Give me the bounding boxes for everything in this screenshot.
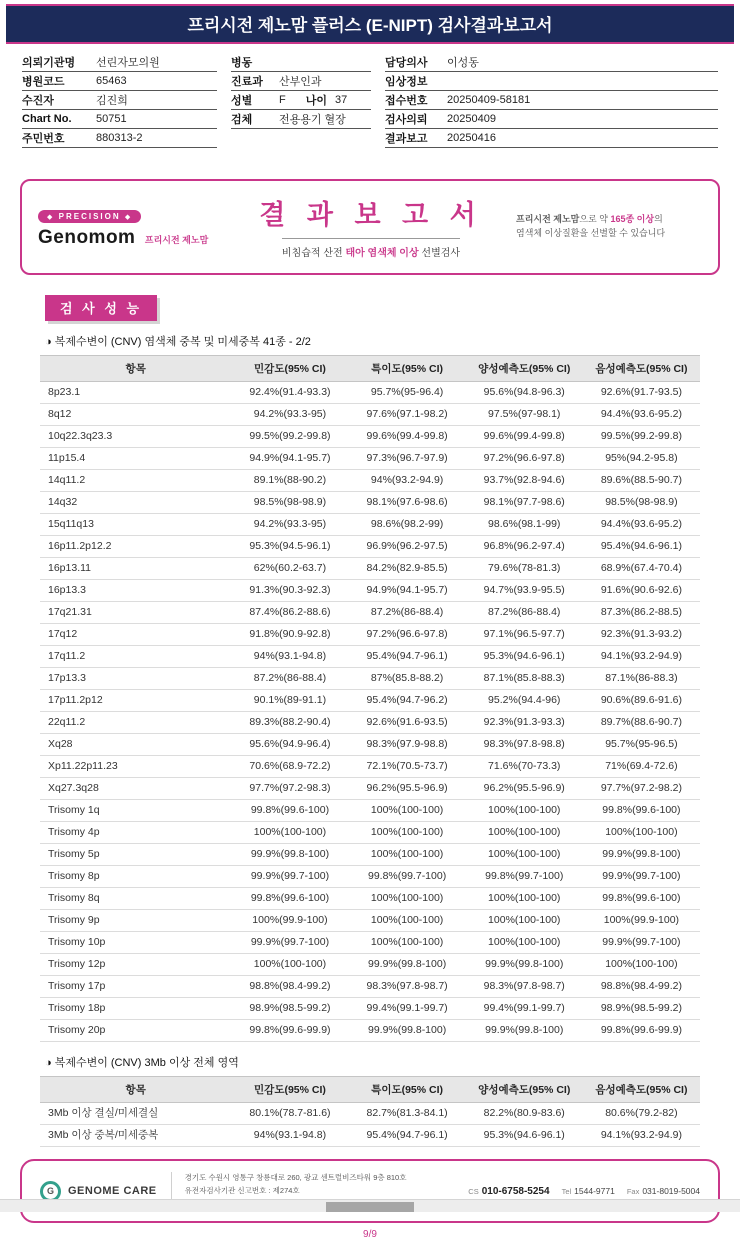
brand-name-kr: 프리시전 제노맘 <box>144 234 209 245</box>
table-cell: 99.8%(99.6-100) <box>231 888 348 910</box>
table-cell: 99.9%(99.7-100) <box>583 866 700 888</box>
table-cell: 95.7%(95-96.4) <box>349 382 466 404</box>
table-cell: 96.2%(95.5-96.9) <box>349 778 466 800</box>
table-cell: 95.3%(94.5-96.1) <box>231 536 348 558</box>
table-cell: Trisomy 9p <box>40 910 231 932</box>
patient-field-row <box>22 72 217 91</box>
table-cell: 99.4%(99.1-99.7) <box>349 998 466 1020</box>
field-label: 임상정보 <box>385 76 428 88</box>
table-cell: 71.6%(70-73.3) <box>466 756 583 778</box>
table-cell: 3Mb 이상 중복/미세중복 <box>40 1125 231 1147</box>
table-row <box>40 514 700 536</box>
table-row <box>40 866 700 888</box>
patient-col-middle <box>231 53 371 148</box>
table-row <box>40 712 700 734</box>
table-cell: 99.9%(99.8-100) <box>349 954 466 976</box>
table-cell: 71%(69.4-72.6) <box>583 756 700 778</box>
table-cell: 95.4%(94.7-96.1) <box>349 646 466 668</box>
table-cell: 8p23.1 <box>40 382 231 404</box>
table-row <box>40 998 700 1020</box>
precision-label: PRECISION <box>58 211 121 221</box>
patient-field-row <box>385 110 718 129</box>
table-cell: 94.4%(93.6-95.2) <box>583 514 700 536</box>
field-label: Chart No. <box>22 113 72 125</box>
patient-field-row <box>22 53 217 72</box>
brand-line <box>38 227 226 249</box>
column-header: 민감도(95% CI) <box>231 1077 348 1103</box>
table-cell: Xq27.3q28 <box>40 778 231 800</box>
table-cell: 98.9%(98.5-99.2) <box>583 998 700 1020</box>
table-cell: 99.5%(99.2-99.8) <box>583 426 700 448</box>
company-address: 경기도 수원시 영통구 창룡대로 260, 광교 센트럴비즈타워 9층 810호 <box>184 1172 407 1182</box>
table-cell: 94.2%(93.3-95) <box>231 404 348 426</box>
cnv-duplication-performance-table <box>40 355 700 1042</box>
table-row <box>40 1020 700 1042</box>
table-cell: 99.8%(99.6-100) <box>583 888 700 910</box>
table-cell: 17q11.2 <box>40 646 231 668</box>
table-cell: 100%(100-100) <box>466 800 583 822</box>
table-row <box>40 822 700 844</box>
field-value: 20250409 <box>447 113 496 125</box>
table-cell: 95%(94.2-95.8) <box>583 448 700 470</box>
table-cell: 99.8%(99.6-100) <box>231 800 348 822</box>
table-cell: 99.9%(99.7-100) <box>231 932 348 954</box>
report-title-bar <box>6 4 734 44</box>
table-row <box>40 492 700 514</box>
table-row <box>40 976 700 998</box>
table-cell: 11p15.4 <box>40 448 231 470</box>
table-cell: 99.9%(99.8-100) <box>466 1020 583 1042</box>
field-label: 병원코드 <box>22 76 65 88</box>
subtitle-highlight: 태아 염색체 이상 <box>345 248 419 259</box>
table-cell: 3Mb 이상 결실/미세결실 <box>40 1103 231 1125</box>
table-row <box>40 426 700 448</box>
table-cell: 99.8%(99.7-100) <box>466 866 583 888</box>
result-report-header-box <box>20 179 720 275</box>
table-cell: 87.2%(86-88.4) <box>466 602 583 624</box>
table-cell: 94%(93.2-94.9) <box>349 470 466 492</box>
patient-col-right <box>385 53 718 148</box>
table-cell: 95.2%(94.4-96) <box>466 690 583 712</box>
table-cell: 80.1%(78.7-81.6) <box>231 1103 348 1125</box>
table-cell: 92.4%(91.4-93.3) <box>231 382 348 404</box>
patient-field-row <box>231 91 371 110</box>
table-row <box>40 602 700 624</box>
patient-field-row <box>385 53 718 72</box>
table-cell: 8q12 <box>40 404 231 426</box>
table-cell: 100%(100-100) <box>583 822 700 844</box>
field-value: 전용용기 혈장 <box>279 114 346 126</box>
patient-field-row <box>231 72 371 91</box>
field-label: 주민번호 <box>22 133 65 145</box>
table-row <box>40 558 700 580</box>
report-page <box>0 4 740 1240</box>
table-cell: 94.7%(93.9-95.5) <box>466 580 583 602</box>
note-post: 의 <box>654 214 663 225</box>
genomecare-logo-text: GENOME CARE <box>68 1185 157 1197</box>
table-cell: 14q11.2 <box>40 470 231 492</box>
table-cell: Trisomy 17p <box>40 976 231 998</box>
table-cell: 100%(100-100) <box>466 910 583 932</box>
field-label: 검사의뢰 <box>385 114 428 126</box>
table-cell: 95.4%(94.6-96.1) <box>583 536 700 558</box>
table-cell: 98.5%(98-98.9) <box>583 492 700 514</box>
table-cell: 97.1%(96.5-97.7) <box>466 624 583 646</box>
table-cell: 90.6%(89.6-91.6) <box>583 690 700 712</box>
table-cell: 16p11.2p12.2 <box>40 536 231 558</box>
patient-field-row <box>22 110 217 129</box>
table-cell: 62%(60.2-63.7) <box>231 558 348 580</box>
table-cell: Trisomy 1q <box>40 800 231 822</box>
report-doc-title-block <box>234 193 508 261</box>
patient-field-row <box>22 129 217 148</box>
table-cell: 100%(100-100) <box>349 844 466 866</box>
patient-field-row <box>231 110 371 129</box>
table-cell: 100%(100-100) <box>349 910 466 932</box>
table-row <box>40 536 700 558</box>
table-cell: 98.3%(97.8-98.8) <box>466 734 583 756</box>
table-cell: 95.6%(94.9-96.4) <box>231 734 348 756</box>
table-cell: 97.6%(97.1-98.2) <box>349 404 466 426</box>
table-cell: 89.7%(88.6-90.7) <box>583 712 700 734</box>
table-cell: Trisomy 4p <box>40 822 231 844</box>
table-cell: 94.9%(94.1-95.7) <box>231 448 348 470</box>
table-cell: 94.4%(93.6-95.2) <box>583 404 700 426</box>
table-cell: 100%(100-100) <box>466 888 583 910</box>
field-label: 나이 <box>305 95 327 107</box>
field-value: 50751 <box>96 113 127 125</box>
table-cell: 100%(99.9-100) <box>583 910 700 932</box>
table-cell: 96.2%(95.5-96.9) <box>466 778 583 800</box>
table-cell: 100%(100-100) <box>466 844 583 866</box>
table-cell: 99.9%(99.8-100) <box>349 1020 466 1042</box>
field-value: 20250416 <box>447 132 496 144</box>
table-cell: 87.4%(86.2-88.6) <box>231 602 348 624</box>
screening-note <box>516 213 702 241</box>
table-cell: 92.3%(91.3-93.2) <box>583 624 700 646</box>
company-footer <box>20 1159 720 1223</box>
table-cell: 97.5%(97-98.1) <box>466 404 583 426</box>
patient-field-row <box>22 91 217 110</box>
table-cell: Trisomy 12p <box>40 954 231 976</box>
tel-label: Tel <box>561 1186 572 1196</box>
genomecare-mark-icon: G <box>40 1181 61 1202</box>
table-cell: 97.2%(96.6-97.8) <box>466 448 583 470</box>
patient-field-row <box>385 91 718 110</box>
cs-contact <box>468 1186 549 1197</box>
table-cell: 99.6%(99.4-99.8) <box>466 426 583 448</box>
table-row <box>40 778 700 800</box>
table-cell: 98.6%(98.1-99) <box>466 514 583 536</box>
table-row <box>40 646 700 668</box>
doc-subtitle <box>282 238 460 259</box>
table-cell: 70.6%(68.9-72.2) <box>231 756 348 778</box>
table-cell: Trisomy 8q <box>40 888 231 910</box>
table-cell: 94.1%(93.2-94.9) <box>583 1125 700 1147</box>
table-cell: 87.3%(86.2-88.5) <box>583 602 700 624</box>
table-cell: 72.1%(70.5-73.7) <box>349 756 466 778</box>
table-row <box>40 954 700 976</box>
column-header: 음성예측도(95% CI) <box>583 1077 700 1103</box>
field-value: 산부인과 <box>279 76 322 88</box>
table-cell: 97.2%(96.6-97.8) <box>349 624 466 646</box>
table-row <box>40 1125 700 1147</box>
field-label: 병동 <box>231 57 253 69</box>
table-cell: 95.7%(95-96.5) <box>583 734 700 756</box>
column-header: 민감도(95% CI) <box>231 356 348 382</box>
column-header: 음성예측도(95% CI) <box>583 356 700 382</box>
table-row <box>40 690 700 712</box>
table-cell: 100%(99.9-100) <box>231 910 348 932</box>
table-cell: 98.6%(98.2-99) <box>349 514 466 536</box>
table-row <box>40 624 700 646</box>
table-cell: 94%(93.1-94.8) <box>231 1125 348 1147</box>
table-cell: 14q32 <box>40 492 231 514</box>
table-cell: 79.6%(78-81.3) <box>466 558 583 580</box>
diamond-icon: ◆ <box>47 213 55 221</box>
subtitle-pre: 비침습적 산전 <box>281 248 346 259</box>
field-value: 65463 <box>96 75 127 87</box>
table-row <box>40 734 700 756</box>
table-cell: 98.1%(97.6-98.6) <box>349 492 466 514</box>
table-cell: 82.2%(80.9-83.6) <box>466 1103 583 1125</box>
field-value: F <box>279 94 286 106</box>
table-cell: 100%(100-100) <box>231 954 348 976</box>
doc-title: 결 과 보 고 서 <box>259 200 483 230</box>
table-row <box>40 888 700 910</box>
note-highlight: 165종 이상 <box>610 214 655 225</box>
table-cell: 100%(100-100) <box>349 888 466 910</box>
table-cell: Trisomy 8p <box>40 866 231 888</box>
field-label: 진료과 <box>231 76 263 88</box>
column-header: 특이도(95% CI) <box>349 1077 466 1103</box>
table-cell: 87.2%(86-88.4) <box>349 602 466 624</box>
note-brand: 프리시전 제노맘 <box>516 214 580 225</box>
field-value: 이성동 <box>447 57 479 69</box>
field-label: 검체 <box>231 114 253 126</box>
tel-contact <box>562 1186 615 1196</box>
page-number: 9/9 <box>363 1229 377 1240</box>
table-cell: 10q22.3q23.3 <box>40 426 231 448</box>
table-cell: 99.6%(99.4-99.8) <box>349 426 466 448</box>
table-cell: 87.1%(85.8-88.3) <box>466 668 583 690</box>
table-cell: 98.3%(97.8-98.7) <box>466 976 583 998</box>
table-cell: 100%(100-100) <box>466 932 583 954</box>
patient-col-left <box>22 53 217 148</box>
table-cell: 95.3%(94.6-96.1) <box>466 1125 583 1147</box>
table-cell: 92.3%(91.3-93.3) <box>466 712 583 734</box>
table-cell: 99.9%(99.8-100) <box>583 844 700 866</box>
table-cell: 91.6%(90.6-92.6) <box>583 580 700 602</box>
table-cell: 98.1%(97.7-98.6) <box>466 492 583 514</box>
field-label: 성별 <box>231 95 253 107</box>
table-row <box>40 668 700 690</box>
table-cell: 95.4%(94.7-96.2) <box>349 690 466 712</box>
table-cell: 98.9%(98.5-99.2) <box>231 998 348 1020</box>
table-cell: 98.8%(98.4-99.2) <box>583 976 700 998</box>
table-row <box>40 844 700 866</box>
fax-number: 031-8019-5004 <box>642 1185 700 1196</box>
table-cell: 99.5%(99.2-99.8) <box>231 426 348 448</box>
genomom-logo <box>38 206 226 249</box>
table-cell: 99.4%(99.1-99.7) <box>466 998 583 1020</box>
table-cell: Trisomy 10p <box>40 932 231 954</box>
table-cell: 99.9%(99.7-100) <box>583 932 700 954</box>
table-cell: 17q21.31 <box>40 602 231 624</box>
table-row <box>40 756 700 778</box>
patient-field-row <box>385 129 718 148</box>
table-cell: 100%(100-100) <box>349 822 466 844</box>
table-cell: Xq28 <box>40 734 231 756</box>
note-mid: 으로 약 <box>579 214 611 225</box>
fax-label: Fax <box>626 1186 640 1196</box>
table-cell: 99.8%(99.6-99.9) <box>231 1020 348 1042</box>
table-cell: 97.7%(97.2-98.2) <box>583 778 700 800</box>
field-value: 선린자모의원 <box>96 57 160 69</box>
field-label: 의뢰기관명 <box>22 57 76 69</box>
table-cell: 96.9%(96.2-97.5) <box>349 536 466 558</box>
table-cell: 94.2%(93.3-95) <box>231 514 348 536</box>
column-header: 양성예측도(95% CI) <box>466 356 583 382</box>
table-cell: 89.6%(88.5-90.7) <box>583 470 700 492</box>
column-header: 항목 <box>40 1077 231 1103</box>
section-title-test-performance: 검 사 성 능 <box>45 295 157 321</box>
table-cell: 91.8%(90.9-92.8) <box>231 624 348 646</box>
table-cell: 94%(93.1-94.8) <box>231 646 348 668</box>
table-cell: 22q11.2 <box>40 712 231 734</box>
table-cell: 99.9%(99.8-100) <box>466 954 583 976</box>
cs-number: 010-6758-5254 <box>481 1185 550 1197</box>
field-value: 20250409-58181 <box>447 94 531 106</box>
table-cell: 100%(100-100) <box>349 800 466 822</box>
table-cell: 15q11q13 <box>40 514 231 536</box>
table-cell: 94.1%(93.2-94.9) <box>583 646 700 668</box>
table-cell: 87.1%(86-88.3) <box>583 668 700 690</box>
field-value: 김진희 <box>96 95 128 107</box>
table-cell: 97.7%(97.2-98.3) <box>231 778 348 800</box>
table-row <box>40 382 700 404</box>
table-cell: 89.1%(88-90.2) <box>231 470 348 492</box>
field-label: 수진자 <box>22 95 54 107</box>
patient-field-row <box>385 72 718 91</box>
column-header: 특이도(95% CI) <box>349 356 466 382</box>
table-cell: 80.6%(79.2-82) <box>583 1103 700 1125</box>
table-cell: 98.8%(98.4-99.2) <box>231 976 348 998</box>
table-row <box>40 932 700 954</box>
patient-field-row <box>231 53 371 72</box>
table-cell: 100%(100-100) <box>466 822 583 844</box>
field-label: 담당의사 <box>385 57 428 69</box>
tel-number: 1544-9771 <box>574 1185 615 1196</box>
table-header-row <box>40 356 700 382</box>
table-cell: 100%(100-100) <box>231 822 348 844</box>
table-cell: 87.2%(86-88.4) <box>231 668 348 690</box>
field-label: 결과보고 <box>385 133 428 145</box>
cnv-3mb-performance-table <box>40 1076 700 1147</box>
field-value: 880313-2 <box>96 132 143 144</box>
column-header: 항목 <box>40 356 231 382</box>
table-cell: 100%(100-100) <box>349 932 466 954</box>
cs-label: CS <box>468 1186 479 1196</box>
table2-caption: ◑ 복제수변이 (CNV) 3Mb 이상 전체 영역 <box>45 1057 239 1069</box>
subtitle-post: 선별검사 <box>418 248 461 259</box>
table-cell: 95.3%(94.6-96.1) <box>466 646 583 668</box>
table-cell: 92.6%(91.7-93.5) <box>583 382 700 404</box>
table-cell: 17q12 <box>40 624 231 646</box>
table-cell: 100%(100-100) <box>583 954 700 976</box>
column-header: 양성예측도(95% CI) <box>466 1077 583 1103</box>
table-cell: 99.8%(99.7-100) <box>349 866 466 888</box>
table-cell: 98.5%(98-98.9) <box>231 492 348 514</box>
report-title: 프리시전 제노맘 플러스 (E-NIPT) 검사결과보고서 <box>187 16 553 35</box>
brand-name: Genomom <box>38 226 136 248</box>
note-line2: 염색체 이상질환을 선별할 수 있습니다 <box>516 228 666 238</box>
table-row <box>40 1103 700 1125</box>
field-value: 37 <box>335 94 348 106</box>
table-cell: 99.9%(99.7-100) <box>231 866 348 888</box>
table-cell: 92.6%(91.6-93.5) <box>349 712 466 734</box>
table-cell: Trisomy 5p <box>40 844 231 866</box>
table-cell: 90.1%(89-91.1) <box>231 690 348 712</box>
table-cell: 68.9%(67.4-70.4) <box>583 558 700 580</box>
table-cell: 89.3%(88.2-90.4) <box>231 712 348 734</box>
table1-caption: ◑ 복제수변이 (CNV) 염색체 중복 및 미세중복 41종 - 2/2 <box>45 336 311 348</box>
table-cell: 99.8%(99.6-100) <box>583 800 700 822</box>
contact-info <box>468 1186 700 1197</box>
fax-contact <box>627 1186 700 1196</box>
table-row <box>40 580 700 602</box>
table-cell: Trisomy 20p <box>40 1020 231 1042</box>
table-cell: 17p13.3 <box>40 668 231 690</box>
precision-badge <box>38 210 141 223</box>
table-cell: 84.2%(82.9-85.5) <box>349 558 466 580</box>
table-cell: 97.3%(96.7-97.9) <box>349 448 466 470</box>
table-cell: 93.7%(92.8-94.6) <box>466 470 583 492</box>
table-row <box>40 470 700 492</box>
diamond-icon: ◆ <box>124 213 133 221</box>
table-cell: Xp11.22p11.23 <box>40 756 231 778</box>
table-cell: Trisomy 18p <box>40 998 231 1020</box>
table-cell: 98.3%(97.8-98.7) <box>349 976 466 998</box>
table-cell: 16p13.3 <box>40 580 231 602</box>
table-cell: 99.8%(99.6-99.9) <box>583 1020 700 1042</box>
page-bottom-tab <box>326 1202 414 1212</box>
table-cell: 16p13.11 <box>40 558 231 580</box>
table-cell: 95.4%(94.7-96.1) <box>349 1125 466 1147</box>
table-cell: 17p11.2p12 <box>40 690 231 712</box>
table-cell: 98.3%(97.9-98.8) <box>349 734 466 756</box>
table-cell: 87%(85.8-88.2) <box>349 668 466 690</box>
license-number: 유전자검사기관 신고번호 : 제274호 <box>184 1185 300 1195</box>
table-cell: 94.9%(94.1-95.7) <box>349 580 466 602</box>
field-label: 접수번호 <box>385 95 428 107</box>
table-cell: 91.3%(90.3-92.3) <box>231 580 348 602</box>
table-cell: 99.9%(99.8-100) <box>231 844 348 866</box>
table-cell: 96.8%(96.2-97.4) <box>466 536 583 558</box>
table-cell: 82.7%(81.3-84.1) <box>349 1103 466 1125</box>
table-cell: 95.6%(94.8-96.3) <box>466 382 583 404</box>
table-row <box>40 910 700 932</box>
table-row <box>40 404 700 426</box>
table-row <box>40 800 700 822</box>
patient-info-section <box>0 44 740 148</box>
table-row <box>40 448 700 470</box>
table-header-row <box>40 1077 700 1103</box>
